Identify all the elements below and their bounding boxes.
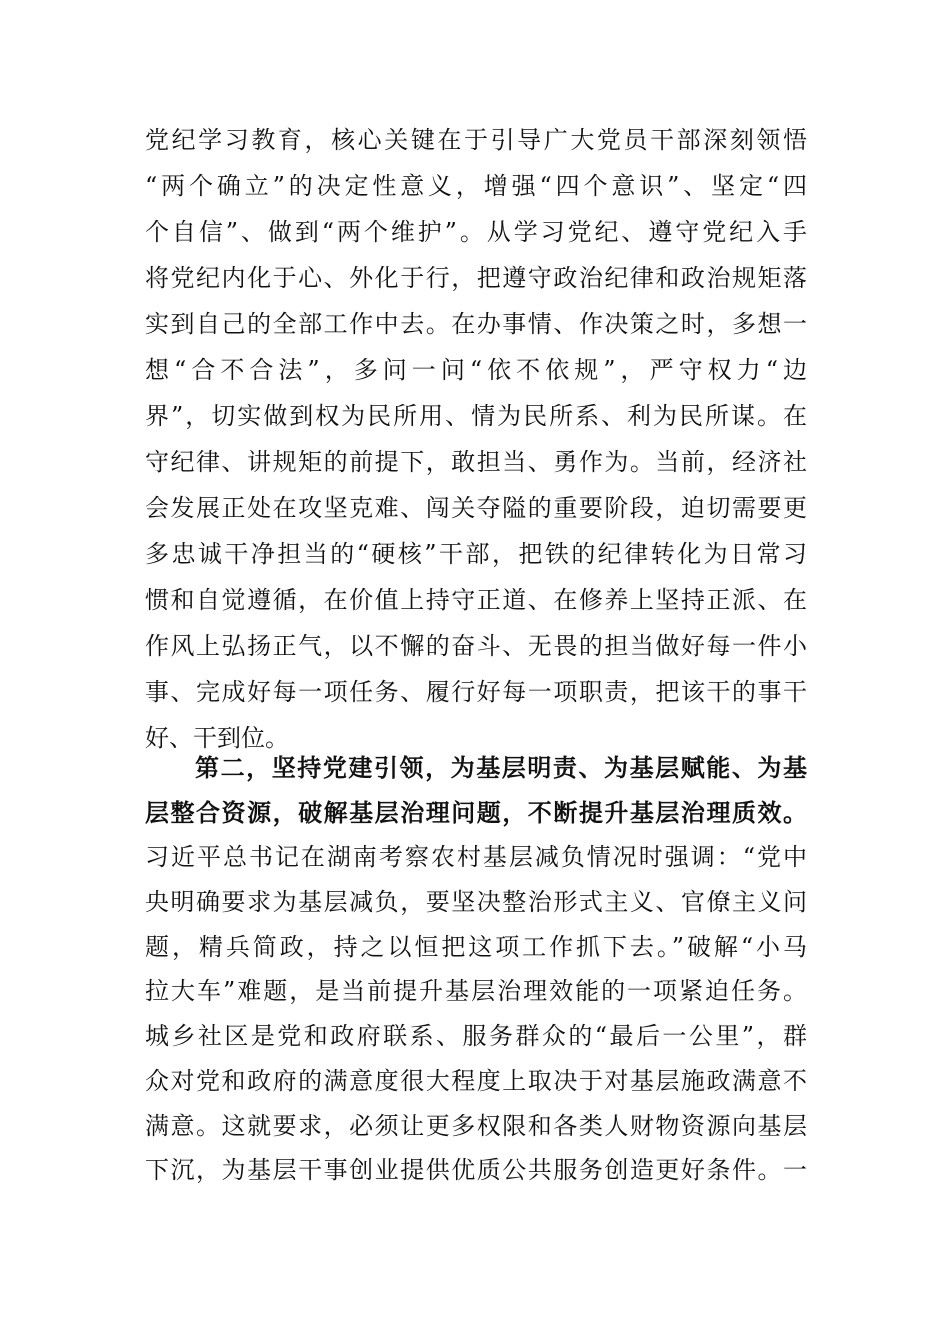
section-2 (145, 746, 807, 1193)
text-line: 城乡社区是党和政府联系、服务群众的“最后一公里”，群 (145, 1022, 807, 1051)
text-line: 会发展正处在攻坚克难、闯关夺隘的重要阶段，迫切需要更 (145, 494, 807, 522)
text-line: 个自信”、做到“两个维护”。从学习党纪、遵守党纪入手 (145, 218, 807, 246)
text-line: 多忠诚干净担当的“硬核”干部，把铁的纪律转化为日常习 (145, 540, 807, 568)
text-line: 界”，切实做到权为民所用、情为民所系、利为民所谋。在 (145, 402, 807, 430)
text-line: 守纪律、讲规矩的前提下，敢担当、勇作为。当前，经济社 (145, 448, 807, 476)
text-line: 习近平总书记在湖南考察农村基层减负情况时强调：“党中 (145, 843, 807, 872)
text-line: 实到自己的全部工作中去。在办事情、作决策之时，多想一 (145, 310, 807, 338)
text-line: 将党纪内化于心、外化于行，把遵守政治纪律和政治规矩落 (145, 264, 807, 292)
section-heading-line: 第二，坚持党建引领，为基层明责、为基层赋能、为基 (195, 753, 807, 782)
text-line: 事、完成好每一项任务、履行好每一项职责，把该干的事干 (145, 678, 807, 706)
section-heading-line: 层整合资源，破解基层治理问题，不断提升基层治理质效。 (145, 797, 807, 827)
text-line: 想“合不合法”，多问一问“依不依规”，严守权力“边 (145, 356, 807, 384)
text-line: 作风上弘扬正气，以不懈的奋斗、无畏的担当做好每一件小 (145, 632, 807, 660)
text-line: 题，精兵简政，持之以恒把这项工作抓下去。”破解“小马 (145, 932, 807, 961)
text-line: 党纪学习教育，核心关键在于引导广大党员干部深刻领悟 (145, 126, 807, 154)
text-line: 满意。这就要求，必须让更多权限和各类人财物资源向基层 (145, 1111, 807, 1140)
text-line: “两个确立”的决定性意义，增强“四个意识”、坚定“四 (145, 172, 807, 200)
text-line: 惯和自觉遵循，在价值上持守正道、在修养上坚持正派、在 (145, 586, 807, 614)
text-line: 央明确要求为基层减负，要坚决整治形式主义、官僚主义问 (145, 888, 807, 917)
paragraph-1 (145, 117, 807, 761)
text-line: 众对党和政府的满意度很大程度上取决于对基层施政满意不 (145, 1066, 807, 1095)
text-line: 拉大车”难题，是当前提升基层治理效能的一项紧迫任务。 (145, 977, 807, 1006)
text-line: 好、干到位。 (145, 724, 289, 752)
text-line: 下沉，为基层干事创业提供优质公共服务创造更好条件。一 (145, 1156, 807, 1185)
